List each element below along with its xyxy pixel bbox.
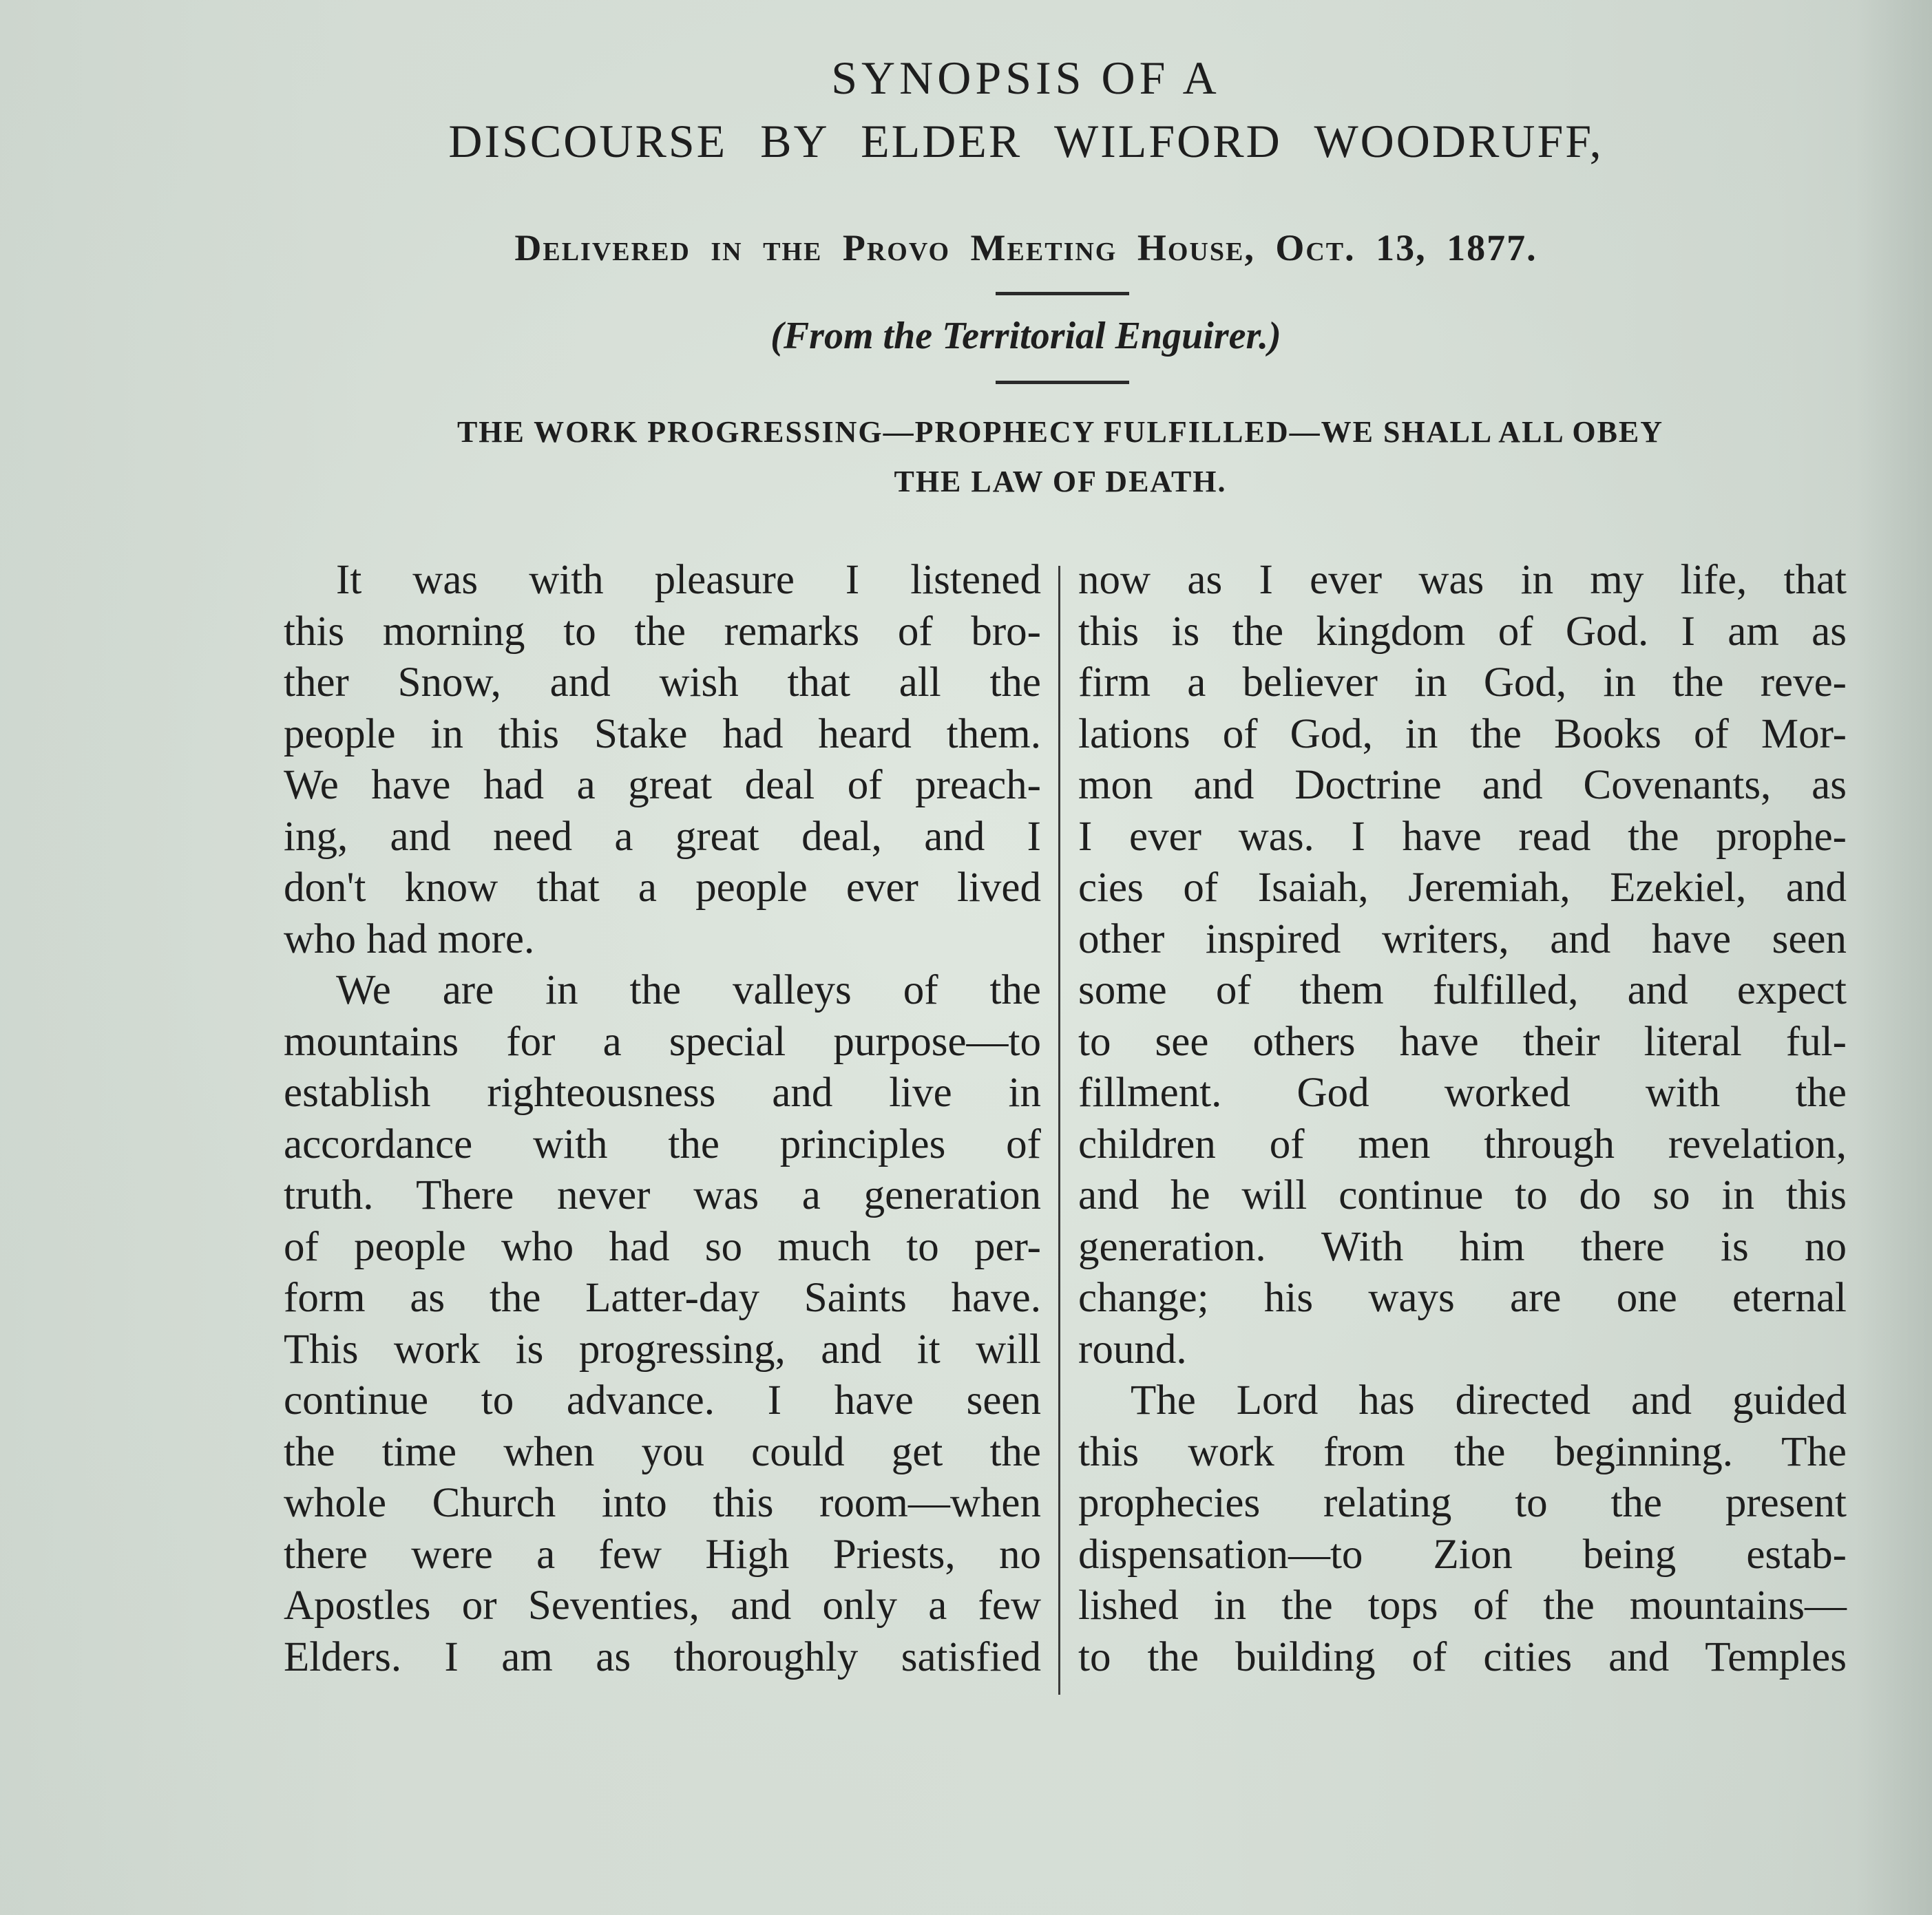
left-column-line: people in this Stake had heard them.: [284, 710, 1041, 757]
right-column-line: I ever was. I have read the prophe-: [1078, 813, 1847, 860]
page-edge-shadow: [1856, 0, 1932, 1915]
subheading-line-2: THE LAW OF DEATH.: [894, 465, 1227, 498]
title-line-2: DISCOURSE BY ELDER WILFORD WOODRUFF,: [448, 115, 1604, 167]
left-column-line: continue to advance. I have seen: [284, 1377, 1041, 1424]
left-column-line: don't know that a people ever lived: [284, 865, 1041, 911]
right-column-line: other inspired writers, and have seen: [1078, 916, 1847, 962]
left-column-line: of people who had so much to per-: [284, 1223, 1041, 1270]
column-divider: [1058, 566, 1060, 1695]
left-column-line: truth. There never was a generation: [284, 1172, 1041, 1218]
left-column-line: establish righteousness and live in: [284, 1070, 1041, 1116]
left-column-line: who had more.: [284, 916, 535, 962]
left-column-line: whole Church into this room—when: [284, 1480, 1041, 1526]
source-line: (From the Territorial Enguirer.): [770, 315, 1281, 357]
right-column-line: dispensation—to Zion being estab-: [1078, 1531, 1847, 1578]
left-column-line: accordance with the principles of: [284, 1121, 1041, 1167]
left-column-line: mountains for a special purpose—to: [284, 1018, 1041, 1065]
right-column-line: generation. With him there is no: [1078, 1223, 1847, 1270]
right-column-line: some of them fulfilled, and expect: [1078, 967, 1847, 1013]
right-column-line: this is the kingdom of God. I am as: [1078, 608, 1847, 655]
left-column-line: Apostles or Seventies, and only a few: [284, 1583, 1041, 1629]
right-column-line: now as I ever was in my life, that: [1078, 557, 1847, 603]
right-column-line: change; his ways are one eternal: [1078, 1275, 1847, 1321]
left-column-line: this morning to the remarks of bro-: [284, 608, 1041, 655]
delivered-line: Delivered in the Provo Meeting House, Oct. 13, 1877.: [514, 227, 1537, 268]
left-column: [284, 555, 1041, 1683]
left-column-line: We have had a great deal of preach-: [284, 762, 1041, 808]
rule-bottom: [996, 381, 1129, 384]
right-column-line: fillment. God worked with the: [1078, 1070, 1847, 1116]
right-column-line: and he will continue to do so in this: [1078, 1172, 1847, 1218]
right-column-line: round.: [1078, 1326, 1187, 1373]
right-column-line: firm a believer in God, in the reve-: [1078, 659, 1847, 706]
right-column: [1078, 555, 1847, 1683]
left-column-line: there were a few High Priests, no: [284, 1531, 1041, 1578]
right-column-line: The Lord has directed and guided: [1131, 1377, 1847, 1424]
right-column-line: cies of Isaiah, Jeremiah, Ezekiel, and: [1078, 865, 1847, 911]
left-column-line: the time when you could get the: [284, 1428, 1041, 1475]
right-column-line: this work from the beginning. The: [1078, 1428, 1847, 1475]
right-column-line: to the building of cities and Temples: [1078, 1633, 1847, 1680]
left-column-line: ing, and need a great deal, and I: [284, 813, 1041, 860]
right-column-line: children of men through revelation,: [1078, 1121, 1847, 1167]
subheading-line-1: THE WORK PROGRESSING—PROPHECY FULFILLED—WE SHALL ALL OBEY: [456, 415, 1664, 449]
left-column-line: form as the Latter-day Saints have.: [284, 1275, 1041, 1321]
right-column-line: lations of God, in the Books of Mor-: [1078, 710, 1847, 757]
right-column-line: lished in the tops of the mountains—: [1078, 1583, 1847, 1629]
right-column-line: mon and Doctrine and Covenants, as: [1078, 762, 1847, 808]
right-column-line: prophecies relating to the present: [1078, 1480, 1847, 1526]
rule-top: [996, 292, 1129, 295]
title-line-1: SYNOPSIS OF A: [831, 52, 1221, 104]
left-column-line: It was with pleasure I listened: [336, 557, 1041, 603]
left-column-line: ther Snow, and wish that all the: [284, 659, 1041, 706]
left-column-line: Elders. I am as thoroughly satisfied: [284, 1633, 1041, 1680]
left-column-line: This work is progressing, and it will: [284, 1326, 1041, 1373]
right-column-line: to see others have their literal ful-: [1078, 1018, 1847, 1065]
left-column-line: We are in the valleys of the: [336, 967, 1041, 1013]
